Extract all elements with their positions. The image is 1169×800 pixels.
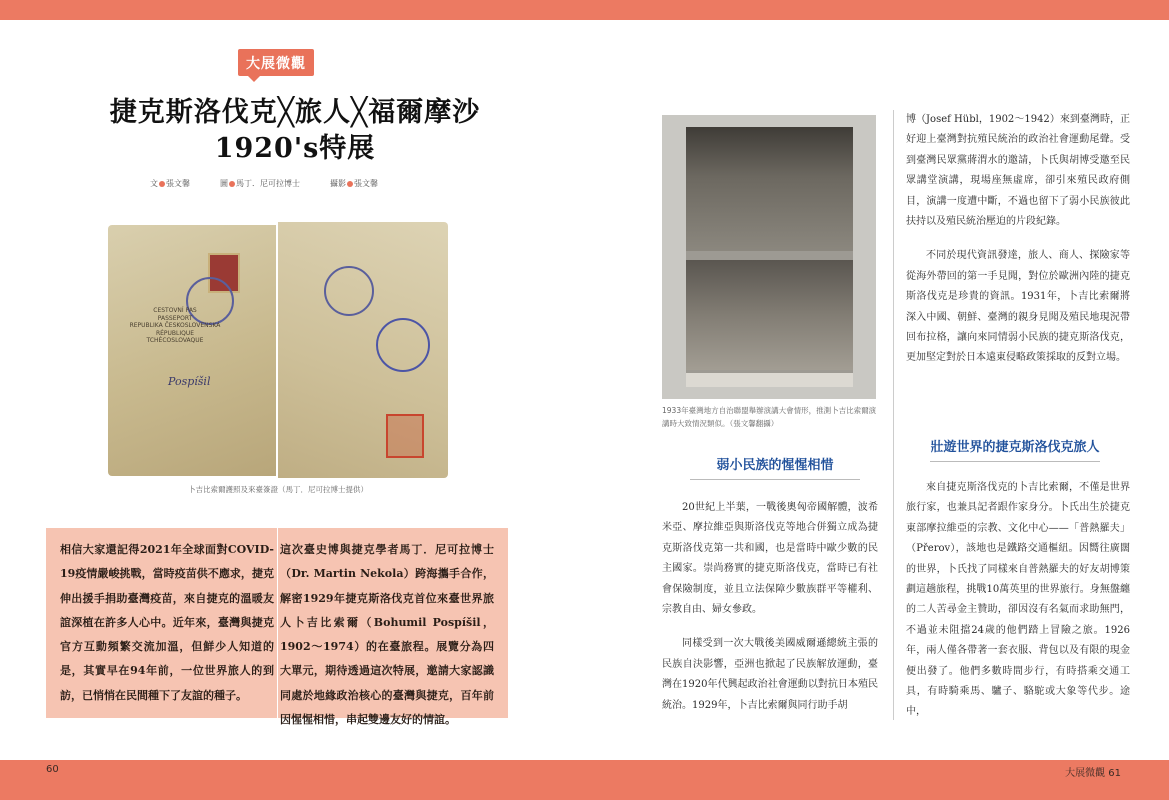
photo-mount — [686, 127, 853, 387]
intro-column-2: 這次臺史博與捷克學者馬丁．尼可拉博士（Dr. Martin Nekola）跨海攜手合作，解密1929年捷克斯洛伐克首位來臺世界旅人卜吉比索爾（Bohumil Pospíšil，1902～1974）的在臺旅程。展覽分為四大單元，期待透過這次特展，邀請大家認識同處於地緣政治核心的臺灣與捷克，百年前因惺惺相惜，串起雙邊友好的情誼。 — [280, 543, 494, 727]
round-stamp-icon — [324, 266, 374, 316]
right-column-top — [906, 110, 1130, 383]
section-heading-2: 壯遊世界的捷克斯洛伐克旅人 — [900, 436, 1130, 462]
article-title-line2: 1920's特展 — [214, 133, 376, 164]
page-number-left: 60 — [46, 764, 59, 775]
historic-photo — [662, 115, 876, 399]
passport-image — [108, 222, 448, 478]
red-seal-icon — [386, 414, 424, 458]
paragraph: 博（Josef Hübl，1902～1942）來到臺灣時，正好迎上臺灣對抗殖民統治的政治社會運動尾聲。受到臺灣民眾黨蔣渭水的邀請，卜氏與胡博受邀至民眾講堂演講，現場座無虛席，卻引來殖民政府側目，演講一度遭中斷，不過也留下了弱小民族彼此扶持以及殖民統治壓迫的片段紀錄。 — [906, 114, 1130, 228]
article-title-line1: 捷克斯洛伐克╳旅人╳福爾摩沙 — [109, 97, 481, 128]
section-tag: 大展微觀 — [238, 49, 314, 76]
section2-body — [906, 478, 1130, 737]
page-number-right: 大展微觀 61 — [1065, 768, 1121, 779]
intro-column-1: 相信大家還記得2021年全球面對COVID-19疫情嚴峻挑戰，當時疫苗供不應求，捷克伸出援手捐助臺灣疫苗，來自捷克的溫暖友誼深植在許多人心中。近年來，臺灣與捷克官方互動頻繁交流加溫，但鮮少人知道的是，其實早在94年前，一位世界旅人的到訪，已悄悄在民間種下了友誼的種子。 — [60, 543, 274, 702]
paragraph: 不同於現代資訊發達，旅人、商人、探險家等從海外帶回的第一手見聞，對位於歐洲內陸的捷克斯洛伐克是珍貴的資訊。1931年，卜吉比索爾將深入中國、朝鮮、臺灣的親身見聞及殖民地現況帶回布拉格，讓向來同情弱小民族的捷克斯洛伐克，更加堅定對於日本遠東侵略政策採取的反對立場。 — [906, 250, 1130, 364]
photo-caption: 1933年臺灣地方自治聯盟舉辦演講大會情形，推測卜吉比索爾演講時大致情況類似。（張文馨翻攝） — [662, 406, 877, 428]
passport-left-page — [108, 225, 276, 476]
passport-right-page — [278, 222, 448, 478]
byline-text: 文 張文馨 — [150, 179, 190, 188]
passport-signature: Pospíšil — [168, 375, 211, 388]
round-stamp-icon — [376, 318, 430, 372]
passport-caption: 卜吉比索爾護照及來臺簽證（馬丁．尼可拉博士提供） — [188, 485, 368, 494]
passport-cover-text: CESTOVNÍ PAS PASSEPORT REPUBLIKA ČESKOSLOVENSKÁ RÉPUBLIQUE TCHÉCOSLOVAQUE — [129, 307, 221, 344]
bottom-band — [0, 760, 1169, 800]
photo-label-strip — [686, 373, 853, 387]
top-band — [0, 0, 1169, 20]
paragraph: 來自捷克斯洛伐克的卜吉比索爾，不僅是世界旅行家，也兼具記者跟作家身分。卜氏出生於捷克東部摩拉維亞的宗教、文化中心——「普熱羅夫」（Přerov），該地也是鐵路交通樞紐。因嚮往廣闊的世界，卜氏找了同樣來自普熱羅夫的好友胡博策劃這趟旅程，挑戰10萬英里的世界旅行。身無盤纏的二人苦尋金主贊助，卻因沒有名氣而求助無門，不過並未阻擋24歲的他們踏上冒險之旅。1926年，兩人僅各帶著一套衣服、背包以及有限的現金便出發了。他們多數時間步行，有時搭乘交通工具，有時騎乘馬、驢子、駱駝或大象等代步。途中， — [906, 482, 1130, 718]
byline-photo: 攝影 張文馨 — [330, 179, 378, 188]
paragraph: 20世紀上半葉，一戰後奧匈帝國解體，波希米亞、摩拉維亞與斯洛伐克等地合併獨立成為捷克斯洛伐克第一共和國，也是當時中歐少數的民主國家。崇尚務實的捷克斯洛伐克，當時已有社會保險制度，並且立法保障少數族群平等權利、宗教自由、婦女參政。 — [662, 502, 878, 616]
byline — [150, 178, 450, 189]
column-rule — [893, 110, 894, 720]
dot-icon — [159, 181, 165, 187]
dot-icon — [347, 181, 353, 187]
paragraph: 同樣受到一次大戰後美國威爾遜總統主張的民族自決影響，亞洲也掀起了民族解放運動，臺灣在1920年代興起政治社會運動以對抗日本殖民統治。1929年，卜吉比索爾與同行助手胡 — [662, 638, 878, 711]
byline-image: 圖 馬丁．尼可拉博士 — [220, 179, 300, 188]
section1-body — [662, 498, 878, 730]
intro-box — [46, 528, 508, 727]
section-heading-1: 弱小民族的惺惺相惜 — [668, 454, 882, 480]
dot-icon — [229, 181, 235, 187]
photo-top-image — [686, 127, 853, 251]
photo-bottom-image — [686, 260, 853, 370]
intro-divider — [277, 528, 278, 718]
